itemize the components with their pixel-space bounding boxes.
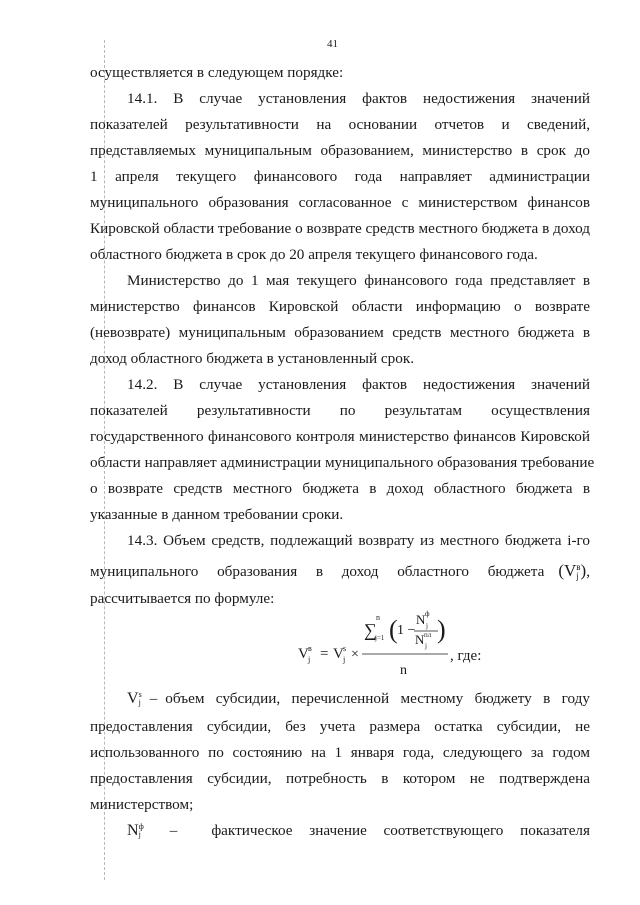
def-nf-dash: – (169, 822, 178, 839)
formula-sum: ∑ (364, 620, 377, 640)
text-line: муниципального образования согласованное с министерством финансов (90, 194, 590, 211)
def-vs-text: объем субсидии, перечисленной местному бюджету в году (165, 690, 590, 707)
formula-frac-den-sup: пл (424, 631, 432, 639)
formula-frac-den: N (415, 632, 425, 647)
def-vs-symbol: V s j (127, 690, 142, 707)
text-segment: муниципального образования в доход областного бюджета (90, 563, 545, 580)
formula-lparen: ( (389, 615, 398, 644)
definition-nf (90, 822, 590, 840)
text-line: областного бюджета в срок до 20 апреля текущего финансового года. (90, 246, 538, 263)
formula-coef-sub: j (343, 655, 346, 664)
formula-lhs-sup: в (308, 644, 312, 653)
text-line: показателей результативности по результатам осуществления (90, 402, 590, 419)
formula-suffix: , где: (450, 648, 482, 664)
formula-sum-upper: n (376, 613, 380, 622)
page-number: 41 (327, 38, 338, 50)
text-line-with-symbol: муниципального образования в доход областного бюджета (V в j ) , (90, 561, 590, 581)
text-line: 14.1. В случае установления фактов недостижения значений (127, 90, 590, 107)
formula-lhs-sub: j (308, 655, 311, 664)
formula-frac-num-sub: j (426, 622, 428, 630)
text-line: указанные в данном требовании сроки. (90, 506, 344, 523)
text-line: рассчитывается по формуле: (90, 590, 275, 607)
text-line: 14.3. Объем средств, подлежащий возврату из местного бюджета i-го (127, 532, 590, 549)
text-line: государственного финансового контроля министерство финансов Кировской (90, 428, 590, 445)
def-vs-dash: – (149, 690, 158, 707)
formula-frac-den-sub: j (425, 642, 427, 650)
text-line: министерством; (90, 796, 194, 813)
text-line: использованного по состоянию на 1 января года, следующего за годом (90, 744, 590, 761)
text-line: (невозврате) муниципальным образованием средств местного бюджета в (90, 324, 590, 341)
text-line: министерство финансов Кировской области информацию о возврате (90, 298, 590, 315)
formula-denominator: n (400, 663, 407, 678)
formula-rparen: ) (437, 615, 446, 644)
text-line: 14.2. В случае установления фактов недостижения значений (127, 376, 590, 393)
text-line: доход областного бюджета в установленный срок. (90, 350, 415, 367)
def-nf-text: фактическое значение соответствующего показателя (211, 822, 590, 839)
v-symbol: (V в j ) (558, 561, 587, 581)
formula-lhs: V (298, 646, 309, 662)
text-line: 1 апреля текущего финансового года направляет администрации (90, 168, 590, 185)
formula-sum-lower: j=1 (375, 634, 385, 642)
formula-frac-num-sup: ф (425, 610, 430, 618)
formula (298, 606, 598, 686)
formula-frac-num: N (416, 612, 426, 627)
formula-svg (298, 606, 598, 686)
text-line: области направляет администрации муниципального образования требование (90, 454, 595, 471)
formula-coef-sup: s (343, 644, 347, 653)
text-line: показателей результативности на основании отчетов и сведений, (90, 116, 590, 133)
text-line: предоставления субсидии, без учета размера остатка субсидии, не (90, 718, 590, 735)
formula-equals: = (320, 646, 329, 662)
formula-times: × (351, 647, 359, 662)
text-line: осуществляется в следующем порядке: (90, 64, 344, 81)
text-line: предоставления субсидии, потребность в котором не подтверждена (90, 770, 590, 787)
formula-one-minus: 1 − (397, 623, 416, 638)
definition-vs (90, 690, 590, 708)
text-line: о возврате средств местного бюджета в доход областного бюджета в (90, 480, 590, 497)
def-nf-symbol: N ф j (127, 822, 144, 839)
text-line: представляемых муниципальным образованием, министерство в срок до (90, 142, 590, 159)
formula-coef: V (333, 646, 344, 662)
text-line: Кировской области требование о возврате средств местного бюджета в доход (90, 220, 590, 237)
text-line: Министерство до 1 мая текущего финансового года представляет в (127, 272, 590, 289)
